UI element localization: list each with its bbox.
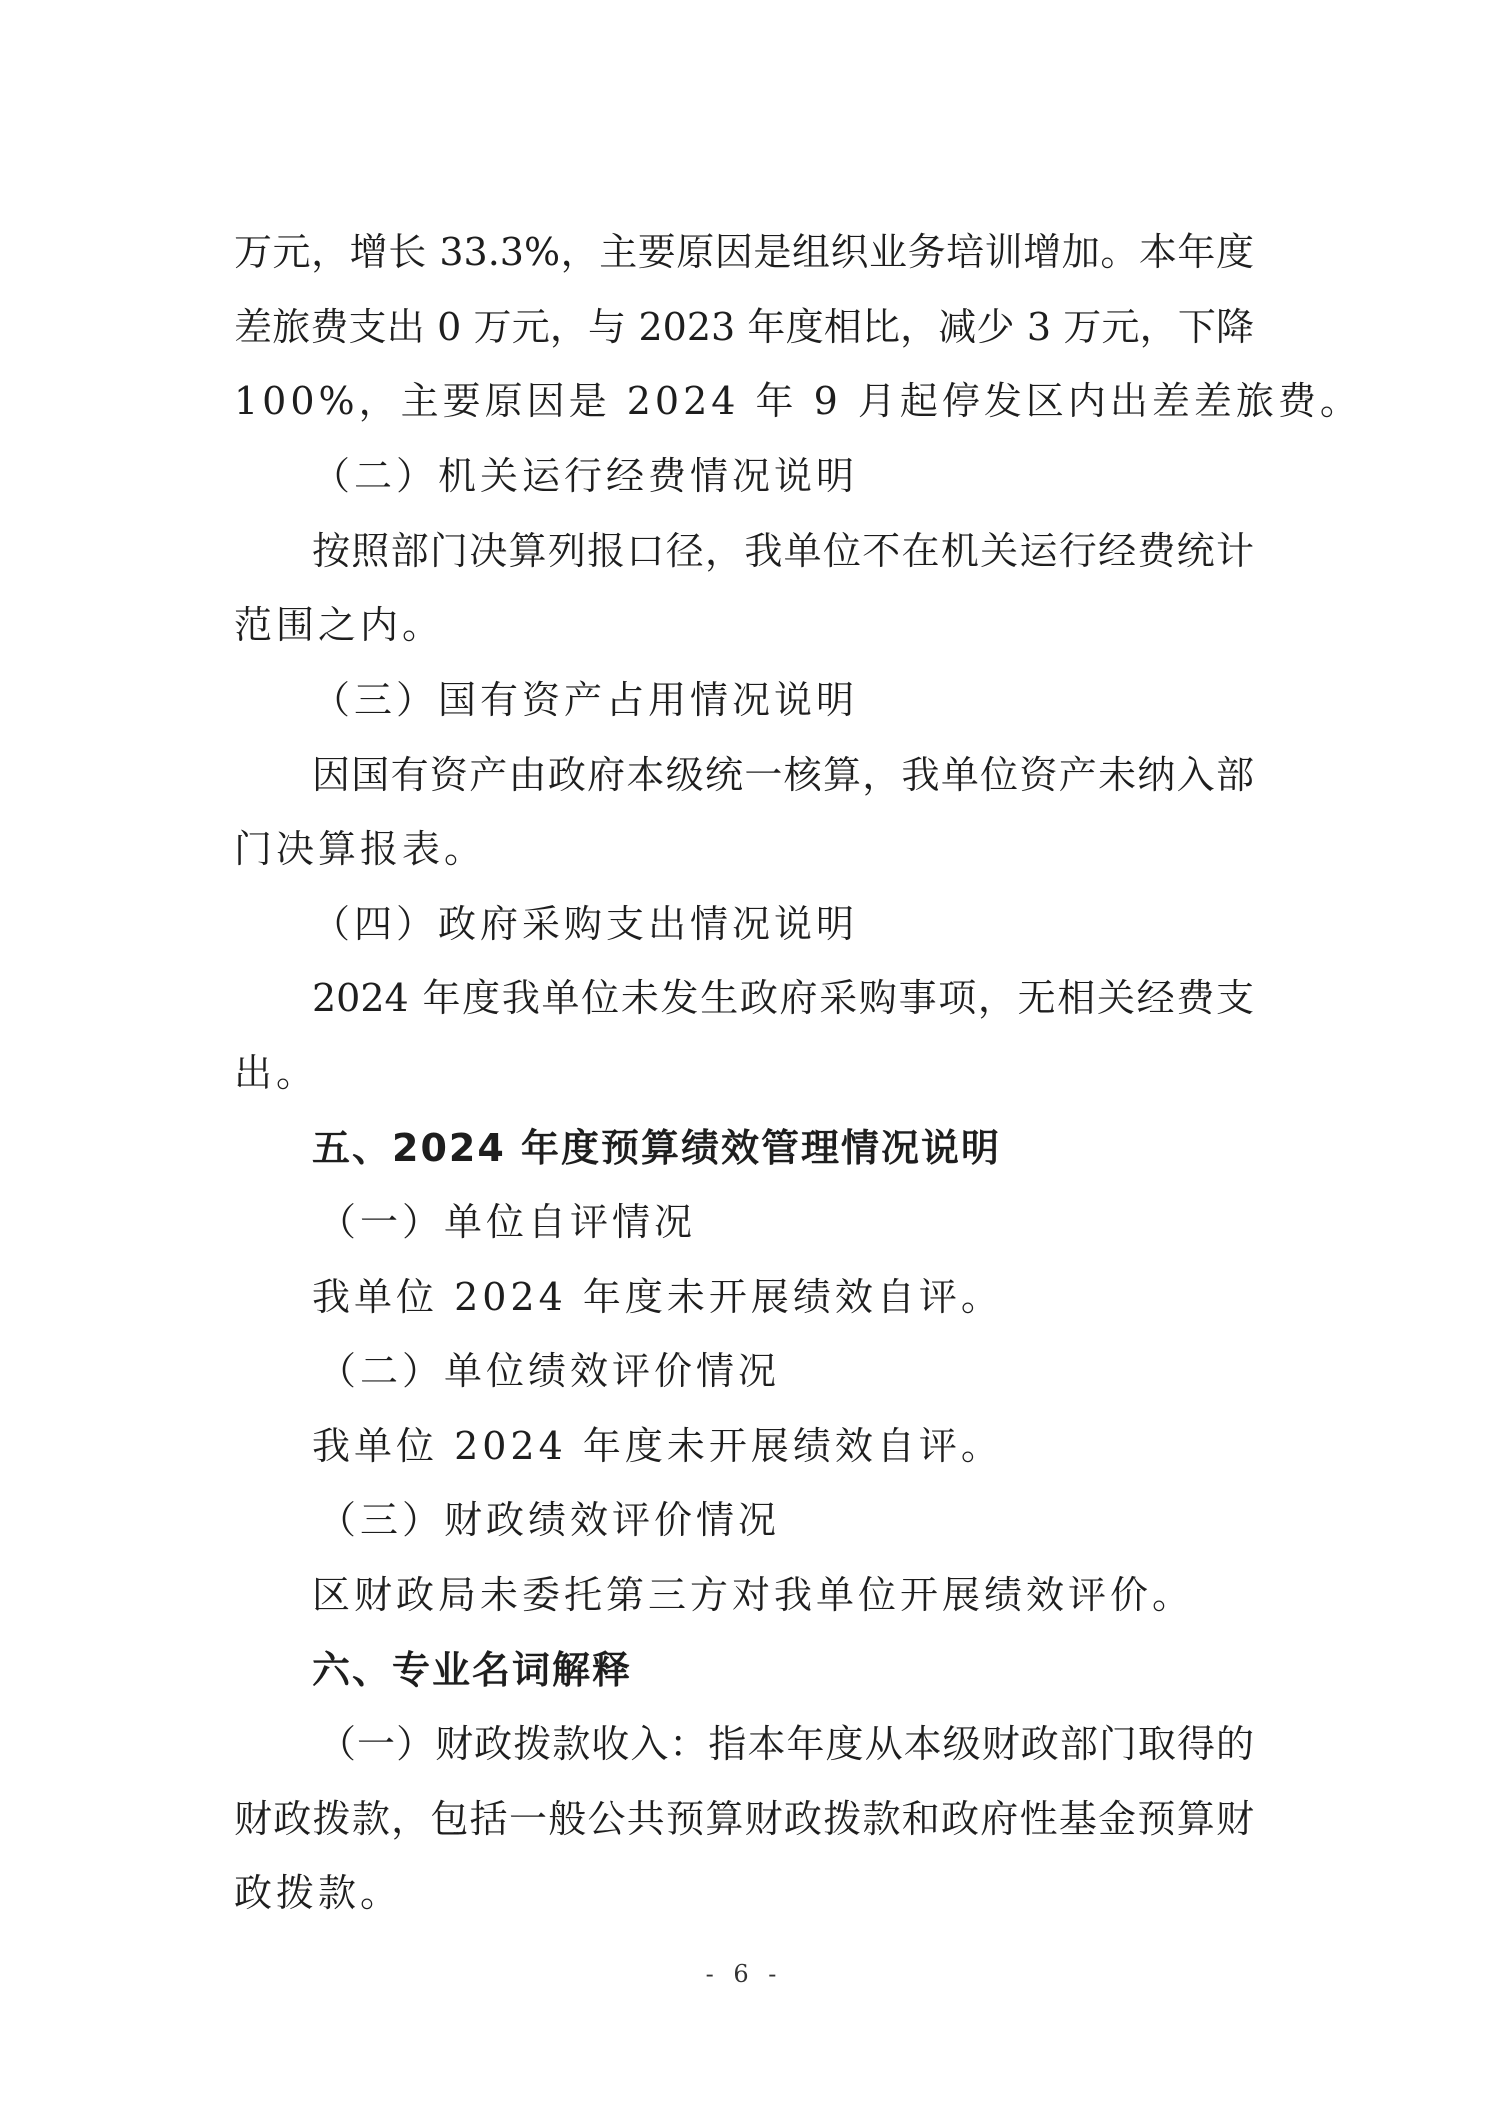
paragraph-line: 财政拨款，包括一般公共预算财政拨款和政府性基金预算财 bbox=[234, 1797, 1254, 1841]
chapter-heading: 五、2024 年度预算绩效管理情况说明 bbox=[312, 1126, 1001, 1170]
section-heading: （三）国有资产占用情况说明 bbox=[312, 678, 859, 722]
paragraph-line: 我单位 2024 年度未开展绩效自评。 bbox=[312, 1275, 1003, 1319]
paragraph-line: 出。 bbox=[234, 1051, 319, 1095]
section-heading: （一）单位自评情况 bbox=[318, 1200, 697, 1244]
paragraph-line: 100%，主要原因是 2024 年 9 月起停发区内出差差旅费。 bbox=[234, 379, 1362, 423]
section-heading: （二）机关运行经费情况说明 bbox=[312, 454, 859, 498]
section-heading: （三）财政绩效评价情况 bbox=[318, 1498, 781, 1542]
paragraph-line: 政拨款。 bbox=[234, 1871, 403, 1915]
paragraph-line: 按照部门决算列报口径，我单位不在机关运行经费统计 bbox=[312, 529, 1254, 573]
section-heading: （二）单位绩效评价情况 bbox=[318, 1349, 781, 1393]
paragraph-line: 2024 年度我单位未发生政府采购事项，无相关经费支 bbox=[312, 976, 1254, 1020]
paragraph-line: 我单位 2024 年度未开展绩效自评。 bbox=[312, 1424, 1003, 1468]
paragraph-line: 差旅费支出 0 万元，与 2023 年度相比，减少 3 万元，下降 bbox=[234, 305, 1254, 349]
paragraph-line: 因国有资产由政府本级统一核算，我单位资产未纳入部 bbox=[312, 753, 1254, 797]
page-number: - 6 - bbox=[705, 1960, 783, 1988]
chapter-heading: 六、专业名词解释 bbox=[312, 1648, 633, 1692]
paragraph-line: 门决算报表。 bbox=[234, 827, 487, 871]
paragraph-line: 范围之内。 bbox=[234, 603, 445, 647]
paragraph-line: 万元，增长 33.3%，主要原因是组织业务培训增加。本年度 bbox=[234, 230, 1254, 274]
paragraph-line: 区财政局未委托第三方对我单位开展绩效评价。 bbox=[312, 1573, 1195, 1617]
section-heading: （四）政府采购支出情况说明 bbox=[312, 902, 859, 946]
paragraph-line: （一）财政拨款收入：指本年度从本级财政部门取得的 bbox=[318, 1722, 1254, 1766]
